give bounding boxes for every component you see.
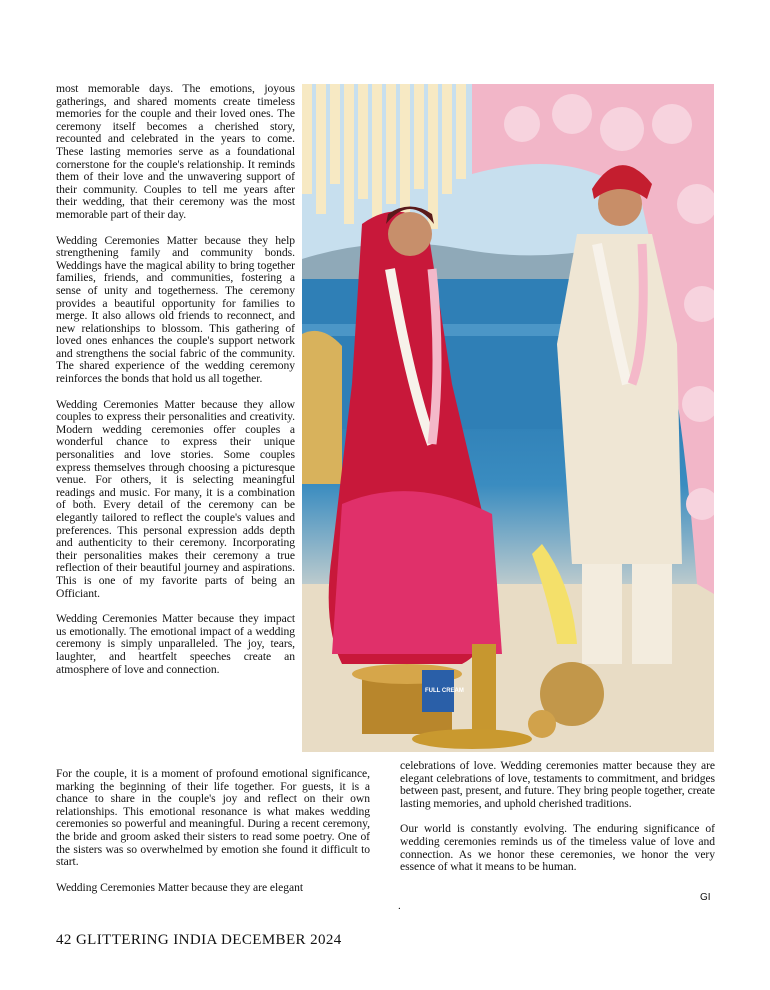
milk-carton-label: FULL CREAM [425,688,464,694]
page-footer: 42 GLITTERING INDIA DECEMBER 2024 [56,932,342,948]
paragraph: For the couple, it is a moment of profound emotional significance, marking the beginning of their life together. For guests, it is a chance to share in the couple's joy and reflect on their own relationships. This emotional resonance is what makes wedding ceremonies so powerful and meaningful. During a recent ceremony, the bride and groom asked their sisters to read some poetry. One of the sisters was so overwhelmed by emotion she found it difficult to start. [56,767,370,869]
article-column-left-upper [56,83,295,676]
article-column-left-lower [56,768,370,894]
paragraph: Wedding Ceremonies Matter because they help strengthening family and community bonds. Weddings have the magical ability to bring together families, friends, and communities, fostering a sense of unity and togetherness. The ceremony provides a beautiful opportunity for families to merge. It also allows old friends to reconnect, and new relationships to blossom. This gathering of loved ones enhances the couple's support network and strengthens the social fabric of the community. The shared experience of the wedding ceremony reinforces the bonds that hold us all together. [56,233,295,386]
paragraph: Our world is constantly evolving. The enduring significance of wedding ceremonies reminds us of the timeless value of love and connection. As we honor these ceremonies, we honor the very essence of what it means to be human. [400,822,715,874]
signoff-mark: GI [700,892,711,903]
trailing-mark: . [398,900,401,912]
paragraph: Wedding Ceremonies Matter because they are elegant [56,880,304,894]
article-column-right-lower [400,760,715,874]
paragraph: Wedding Ceremonies Matter because they impact us emotionally. The emotional impact of a wedding ceremony is simply unparalleled. The joy, tears, laughter, and heartfelt speeches create an atmosphere of love and connection. [56,612,295,676]
paragraph: celebrations of love. Wedding ceremonies matter because they are elegant celebrations of love, testaments to commitment, and bridges between past, present, and future. They bring people together, create lasting memories, and uphold cherished traditions. [400,759,715,810]
wedding-couple-photo [302,84,714,752]
paragraph: most memorable days. The emotions, joyous gatherings, and shared moments create timeless memories for the couple and their loved ones. The ceremony itself becomes a cherished story, recounted and celebrated in the years to come. These lasting memories serve as a foundational cornerstone for the couple's relationship. It reminds them of their love and the unwavering support of their community. Couples to tell me years after their wedding, that their ceremony was the most memorable part of their day. [56,82,295,221]
paragraph: Wedding Ceremonies Matter because they allow couples to express their personalities and creativity. Modern wedding ceremonies offer couples a wonderful chance to express their unique personalities and love stories. Some couples express themselves through choosing a picturesque venue. For others, it is selecting meaningful readings and music. For many, it is a combination of both. Every detail of the ceremony can be elegantly tailored to reflect the couple's values and preferences. This personal expression adds depth and authenticity to their ceremony. Incorporating their personalities makes their ceremony a true reflection of their beautiful journey and aspirations. This is one of my favorite parts of being an Officiant. [56,397,295,600]
